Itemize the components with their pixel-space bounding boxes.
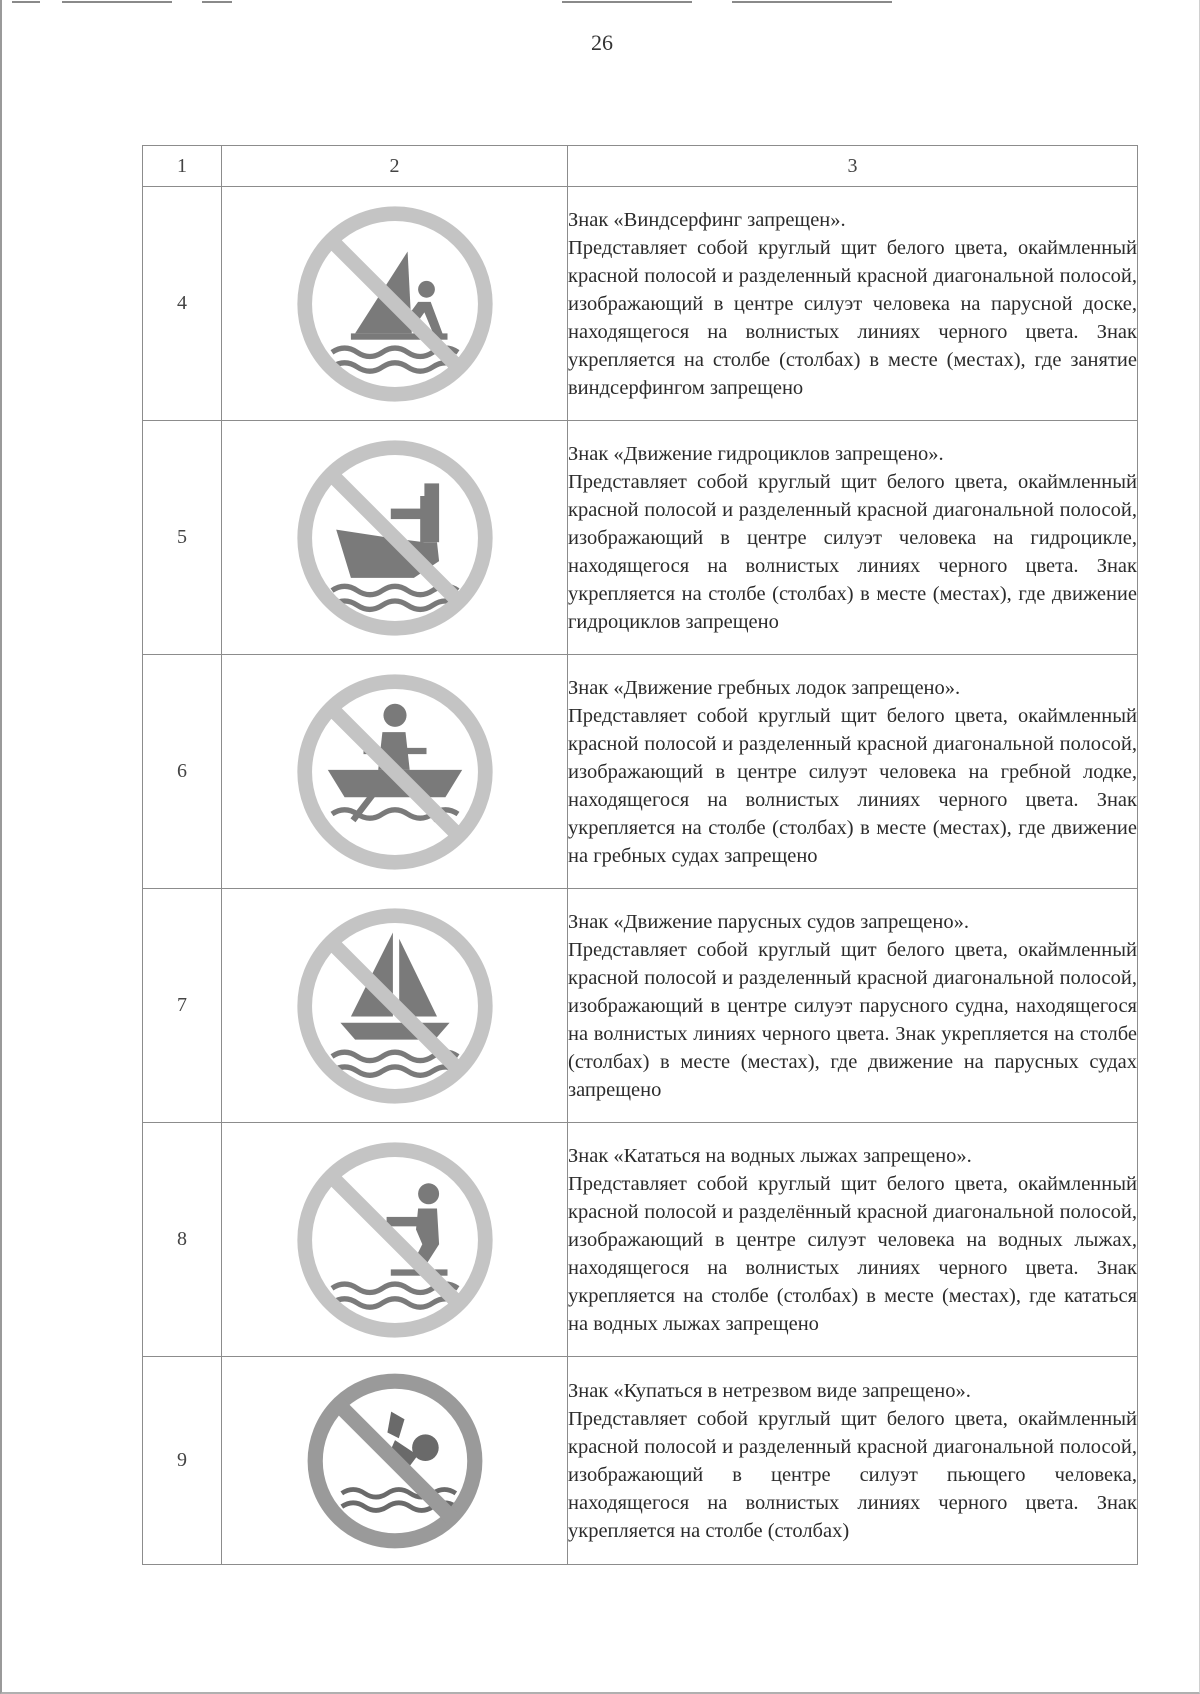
table-row bbox=[143, 655, 1138, 889]
scan-artifacts bbox=[2, 0, 1200, 8]
row-number: 7 bbox=[143, 889, 222, 1123]
sign-text: Представляет собой круглый щит белого цвета, окаймленный красной полосой и разделенный красной диагональной полосой, изображающий в центре силуэт человека на гидроцикле, находящегося на волнистых линиях черного цвета. Знак укрепляется на столбе (столбах) в месте (местах), где движение гидроциклов запрещено bbox=[568, 470, 1137, 633]
sign-image-cell bbox=[222, 655, 568, 889]
sign-title: Знак «Кататься на водных лыжах запрещено». bbox=[568, 1144, 972, 1167]
row-number: 8 bbox=[143, 1123, 222, 1357]
sign-description bbox=[568, 421, 1138, 655]
sign-description bbox=[568, 655, 1138, 889]
sign-title: Знак «Движение гидроциклов запрещено». bbox=[568, 442, 944, 465]
column-header: 1 bbox=[143, 146, 222, 187]
row-number: 6 bbox=[143, 655, 222, 889]
table-row bbox=[143, 187, 1138, 421]
sign-image-cell bbox=[222, 1123, 568, 1357]
row-number: 4 bbox=[143, 187, 222, 421]
column-header: 3 bbox=[568, 146, 1138, 187]
column-header: 2 bbox=[222, 146, 568, 187]
table-row bbox=[143, 1357, 1138, 1565]
no-sailing-vessels-icon bbox=[290, 901, 500, 1111]
signs-table bbox=[142, 145, 1138, 1565]
table-row bbox=[143, 889, 1138, 1123]
table-header-row bbox=[143, 146, 1138, 187]
no-windsurfing-icon bbox=[290, 199, 500, 409]
no-drunk-swimming-icon bbox=[300, 1366, 490, 1556]
row-number: 9 bbox=[143, 1357, 222, 1565]
sign-description bbox=[568, 889, 1138, 1123]
sign-text: Представляет собой круглый щит белого цвета, окаймленный красной полосой и разделенный красной диагональной полосой, изображающий в центре силуэт парусного судна, находящегося на волнистых линиях черного цвета. Знак укрепляется на столбе (столбах) в месте (местах), где движение на парусных судах запрещено bbox=[568, 938, 1137, 1101]
row-number: 5 bbox=[143, 421, 222, 655]
sign-title: Знак «Движение парусных судов запрещено». bbox=[568, 910, 969, 933]
sign-title: Знак «Движение гребных лодок запрещено». bbox=[568, 676, 961, 699]
table-row bbox=[143, 421, 1138, 655]
sign-title: Знак «Купаться в нетрезвом виде запрещено». bbox=[568, 1379, 971, 1402]
sign-description bbox=[568, 187, 1138, 421]
no-jet-ski-icon bbox=[290, 433, 500, 643]
sign-description bbox=[568, 1357, 1138, 1565]
sign-title: Знак «Виндсерфинг запрещен». bbox=[568, 208, 846, 231]
sign-image-cell bbox=[222, 1357, 568, 1565]
sign-description bbox=[568, 1123, 1138, 1357]
sign-text: Представляет собой круглый щит белого цвета, окаймленный красной полосой и разделенный красной диагональной полосой, изображающий в центре силуэт человека на парусной доске, находящегося на волнистых линиях черного цвета. Знак укрепляется на столбе (столбах) в месте (местах), где занятие виндсерфингом запрещено bbox=[568, 236, 1137, 399]
sign-image-cell bbox=[222, 421, 568, 655]
page-number: 26 bbox=[591, 30, 613, 55]
sign-image-cell bbox=[222, 187, 568, 421]
table-row bbox=[143, 1123, 1138, 1357]
sign-text: Представляет собой круглый щит белого цвета, окаймленный красной полосой и разделённый красной диагональной полосой, изображающий в центре силуэт человека на водных лыжах, находящегося на волнистых линиях черного цвета. Знак укрепляется на столбе (столбах) в месте (местах), где кататься на водных лыжах запрещено bbox=[568, 1172, 1137, 1335]
no-rowing-boats-icon bbox=[290, 667, 500, 877]
sign-text: Представляет собой круглый щит белого цвета, окаймленный красной полосой и разделенный красной диагональной полосой, изображающий в центре силуэт человека на гребной лодке, находящегося на волнистых линиях черного цвета. Знак укрепляется на столбе (столбах) в месте (местах), где движение на гребных судах запрещено bbox=[568, 704, 1137, 867]
sign-text: Представляет собой круглый щит белого цвета, окаймленный красной полосой и разделенный красной диагональной полосой, изображающий в центре силуэт пьющего человека, находящегося на волнистых линиях черного цвета. Знак укрепляется на столбе (столбах) bbox=[568, 1407, 1137, 1542]
sign-image-cell bbox=[222, 889, 568, 1123]
no-water-skiing-icon bbox=[290, 1135, 500, 1345]
